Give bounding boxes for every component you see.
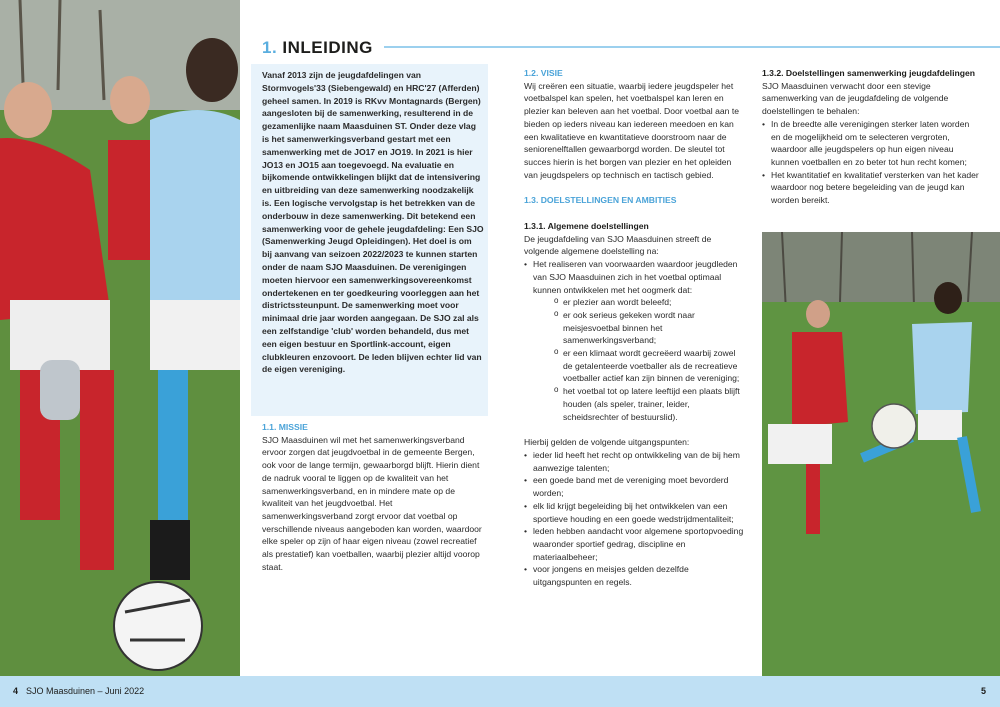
list-item: o er plezier aan wordt beleefd; <box>554 296 746 309</box>
page-number-left: 4 <box>13 686 19 696</box>
list-item: • voor jongens en meisjes gelden dezelfde uitgangspunten en regels. <box>524 563 746 588</box>
uitgangspunten-intro: Hierbij gelden de volgende uitgangspunten: <box>524 437 690 448</box>
photo-left-illustration <box>0 0 240 676</box>
uitgangspunten-list <box>524 449 746 589</box>
samenwerking-doelstellingen-heading: 1.3.2. Doelstellingen samenwerking jeugdafdelingen <box>762 68 975 78</box>
algemene-doelstellingen-heading: 1.3.1. Algemene doelstellingen <box>524 221 649 232</box>
right-column <box>762 67 980 207</box>
list-item: • In de breedte alle verenigingen sterker laten worden en de mogelijkheid om te selecteren vergroten, waardoor alle jeugdspelers op hun eigen niveau kunnen voetballen en zo beter tot hun recht komen; <box>762 118 980 169</box>
list-item: • Het kwantitatief en kwalitatief versterken van het kader waardoor nog betere begeleiding van de jeugd kan worden bereikt. <box>762 169 980 207</box>
footer-left <box>13 686 144 696</box>
list-item: o er een klimaat wordt gecreëerd waarbij zowel de getalenteerde voetballer als de recreatieve voetballer actief kan zijn binnen de vereniging; <box>554 347 746 385</box>
algemene-doelstellingen-intro: De jeugdafdeling van SJO Maasduinen streeft de volgende algemene doelstelling na: <box>524 233 712 257</box>
list-item: o er ook serieus gekeken wordt naar meisjesvoetbal binnen het samenwerkingsverband; <box>554 309 746 347</box>
page-number-right: 5 <box>980 686 986 696</box>
list-item: • elk lid krijgt begeleiding bij het ontwikkelen van een sportieve houding en een goede wedstrijdmentaliteit; <box>524 500 746 525</box>
samenwerking-doelstellingen-intro: SJO Maasduinen verwacht door een stevige samenwerking van de jeugdafdeling de volgende doelstellingen te behalen: <box>762 80 949 117</box>
page-title <box>262 38 373 58</box>
title-divider-line <box>384 46 1000 48</box>
list-item: • een goede band met de vereniging moet bevorderd worden; <box>524 474 746 499</box>
list-item: • leden hebben aandacht voor algemene sportopvoeding waaronder sportief gedrag, discipline en materiaalbeheer; <box>524 525 746 563</box>
intro-box <box>251 64 488 416</box>
missie-heading: 1.1. MISSIE <box>262 422 308 432</box>
list-item: o het voetbal tot op latere leeftijd een plaats blijft houden (als speler, trainer, leider, scheidsrechter of bestuurslid). <box>554 385 746 423</box>
section-title-row <box>262 38 1000 60</box>
photo-right-illustration <box>762 232 1000 676</box>
page-footer <box>0 676 1000 707</box>
doelstellingen-heading: 1.3. DOELSTELLINGEN EN AMBITIES <box>524 195 677 206</box>
footer-publication: SJO Maasduinen – Juni 2022 <box>26 686 145 696</box>
algemene-sub-list <box>524 296 746 423</box>
title-number: 1. <box>262 38 278 57</box>
missie-text: SJO Maasduinen wil met het samenwerkingsverband ervoor zorgen dat jeugdvoetbal in de gemeente Bergen, ook voor de lange termijn, gewaarborgd blijft. Hierin dient de nadruk vooral te liggen op de kwaliteit van het samenwerkingsverband, en in mindere mate op de kwaliteit van het jeugdvoetbal. Het samenwerkingsverband zorgt ervoor dat voetbal op verschillende niveaus aangeboden kan worden, waardoor elke speler op zijn of haar eigen niveau (zowel recreatief als prestatief) kan voetballen, waarbij plezier altijd voorop staat. <box>262 434 482 572</box>
intro-text: Vanaf 2013 zijn de jeugdafdelingen van Stormvogels'33 (Siebengewald) en HRC'27 (Afferden) geheel samen. In 2019 is RKvv Montagnards (Bergen) aangesloten bij de samenwerking, resulterend in de gezamenlijke naam Maasduinen ST. Onder deze vlag is het samenwerkingsverband gestart met een samenwerking met de JO17 en JO19. In 2021 is hier JO13 en JO15 aan toegevoegd. Na evaluatie en bijkomende ontwikkelingen blijkt dat de intensivering en uitbreiding van deze samenwerking noodzakelijk is. Een logische vervolgstap is het betrekken van de onderbouw in deze samenwerking. Dit betekend een samenwerking voor de gehele jeugdafdeling: Een SJO (Samenwerking Jeugd Opleidingen). Het doel is om bij aanvang van seizoen 2022/2023 te kunnen starten onder de naam SJO Maasduinen. De verenigingen moeten hiervoor een samenwerkingsovereenkomst ondertekenen en ter goedkeuring voorleggen aan het districtssteunpunt. De samenwerking moet voor minimaal drie jaar worden aangegaan. De SJO zal als een zelfstandige 'club' worden behandeld, dus met een eigen bestuur en Sportlink-account, eigen clubkleuren enzovoort. De leden blijven echter lid van de eigen vereniging. <box>262 70 484 375</box>
algemene-main-list <box>524 258 746 296</box>
visie-heading: 1.2. VISIE <box>524 68 563 78</box>
list-item: • Het realiseren van voorwaarden waardoor jeugdleden van SJO Maasduinen zich in het voetbal optimaal kunnen ontwikkelen met het oogmerk dat: <box>524 258 746 296</box>
title-text: INLEIDING <box>282 38 373 57</box>
visie-text: Wij creëren een situatie, waarbij iedere jeugdspeler het voetbalspel kan spelen, het voetbalspel kan leren en plezier kan beleven aan het voetbal. Door voetbal aan te bieden op ieders niveau kan iedereen meedoen en kan een kwalitatieve en kwantitatieve doorstroom naar de seniorenelftallen gewaarborgd worden. De sleutel tot succes hierin is het borgen van plezier en het opleiden van jeugdspelers op technisch en tactisch gebied. <box>524 80 739 180</box>
missie-section <box>262 421 484 573</box>
list-item: • ieder lid heeft het recht op ontwikkeling van de bij hem aanwezige talenten; <box>524 449 746 474</box>
photo-youth-football-left <box>0 0 240 676</box>
photo-youth-football-right <box>762 232 1000 676</box>
samenwerking-list <box>762 118 980 207</box>
middle-column <box>524 67 746 589</box>
